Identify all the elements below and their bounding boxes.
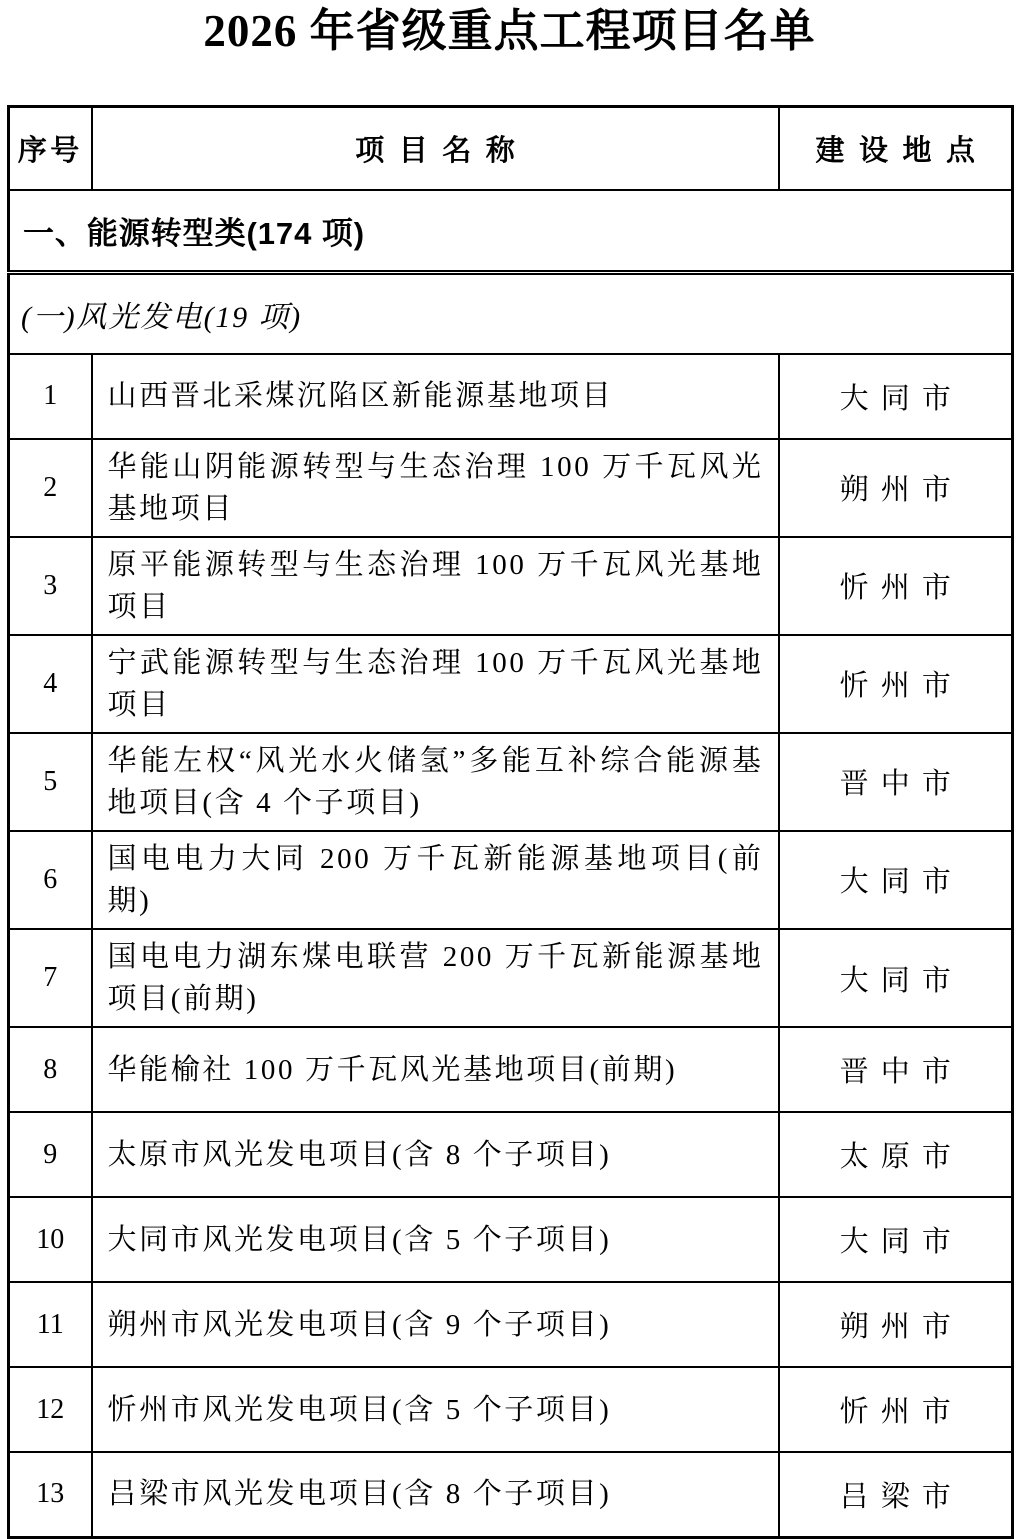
section-row-energy-transition xyxy=(9,190,1013,273)
project-name: 朔州市风光发电项目(含 9 个子项目) xyxy=(92,1282,779,1367)
table-row xyxy=(9,635,1013,733)
project-location: 晋中市 xyxy=(779,733,1013,831)
project-location: 忻州市 xyxy=(779,635,1013,733)
row-index: 4 xyxy=(9,635,92,733)
table-header-row xyxy=(9,107,1013,190)
table-row xyxy=(9,831,1013,929)
project-location: 大同市 xyxy=(779,831,1013,929)
row-index: 2 xyxy=(9,439,92,537)
table-row xyxy=(9,1367,1013,1452)
project-location: 大同市 xyxy=(779,929,1013,1027)
column-header-index: 序号 xyxy=(9,107,92,190)
row-index: 6 xyxy=(9,831,92,929)
project-name: 华能榆社 100 万千瓦风光基地项目(前期) xyxy=(92,1027,779,1112)
table-row xyxy=(9,537,1013,635)
subsection-title: (一)风光发电(19 项) xyxy=(9,273,1013,354)
section-title: 一、能源转型类(174 项) xyxy=(9,190,1013,273)
subsection-row-wind-solar xyxy=(9,273,1013,354)
project-name: 忻州市风光发电项目(含 5 个子项目) xyxy=(92,1367,779,1452)
project-name: 华能左权“风光水火储氢”多能互补综合能源基地项目(含 4 个子项目) xyxy=(92,733,779,831)
project-location: 忻州市 xyxy=(779,1367,1013,1452)
project-name: 国电电力湖东煤电联营 200 万千瓦新能源基地项目(前期) xyxy=(92,929,779,1027)
document-page xyxy=(0,4,1019,1513)
project-name: 山西晋北采煤沉陷区新能源基地项目 xyxy=(92,354,779,439)
project-location: 晋中市 xyxy=(779,1027,1013,1112)
table-row xyxy=(9,733,1013,831)
row-index: 12 xyxy=(9,1367,92,1452)
table-row xyxy=(9,1452,1013,1537)
projects-table xyxy=(7,105,1014,1539)
project-location: 大同市 xyxy=(779,1197,1013,1282)
project-name: 国电电力大同 200 万千瓦新能源基地项目(前期) xyxy=(92,831,779,929)
table-row xyxy=(9,439,1013,537)
row-index: 11 xyxy=(9,1282,92,1367)
project-name: 大同市风光发电项目(含 5 个子项目) xyxy=(92,1197,779,1282)
project-location: 大同市 xyxy=(779,354,1013,439)
row-index: 9 xyxy=(9,1112,92,1197)
project-location: 忻州市 xyxy=(779,537,1013,635)
row-index: 5 xyxy=(9,733,92,831)
project-name: 宁武能源转型与生态治理 100 万千瓦风光基地项目 xyxy=(92,635,779,733)
table-row xyxy=(9,1197,1013,1282)
table-row xyxy=(9,929,1013,1027)
row-index: 13 xyxy=(9,1452,92,1537)
row-index: 7 xyxy=(9,929,92,1027)
project-location: 朔州市 xyxy=(779,439,1013,537)
project-name: 吕梁市风光发电项目(含 8 个子项目) xyxy=(92,1452,779,1537)
project-location: 太原市 xyxy=(779,1112,1013,1197)
project-location: 吕梁市 xyxy=(779,1452,1013,1537)
project-name: 太原市风光发电项目(含 8 个子项目) xyxy=(92,1112,779,1197)
row-index: 10 xyxy=(9,1197,92,1282)
project-location: 朔州市 xyxy=(779,1282,1013,1367)
project-name: 原平能源转型与生态治理 100 万千瓦风光基地项目 xyxy=(92,537,779,635)
row-index: 3 xyxy=(9,537,92,635)
column-header-project-name: 项目名称 xyxy=(92,107,779,190)
column-header-location: 建设地点 xyxy=(779,107,1013,190)
row-index: 8 xyxy=(9,1027,92,1112)
project-name: 华能山阴能源转型与生态治理 100 万千瓦风光基地项目 xyxy=(92,439,779,537)
row-index: 1 xyxy=(9,354,92,439)
table-row xyxy=(9,354,1013,439)
table-row xyxy=(9,1112,1013,1197)
table-row xyxy=(9,1027,1013,1112)
page-title: 2026 年省级重点工程项目名单 xyxy=(203,6,816,56)
table-row xyxy=(9,1282,1013,1367)
